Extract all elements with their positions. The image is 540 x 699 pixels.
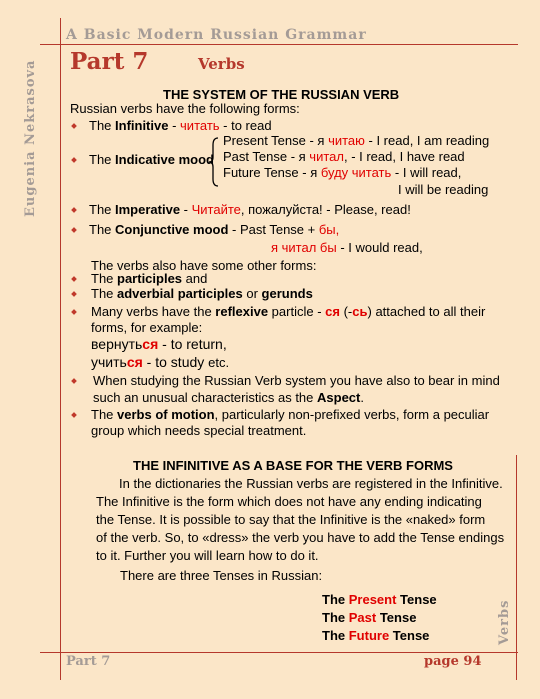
infinitive-paragraph-1: In the dictionaries the Russian verbs are registered in the Infinitive. (119, 476, 503, 491)
participles-line: The participles and (91, 271, 208, 286)
future-tense-line: Future Tense - я буду читать - I will read, (223, 165, 462, 180)
imperative-line: The Imperative - Читайте, пожалуйста! - Please, read! (89, 202, 411, 217)
bullet (71, 276, 77, 282)
infinitive-heading: THE INFINITIVE AS A BASE FOR THE VERB FORMS (133, 458, 453, 473)
footer-part: Part 7 (66, 654, 111, 669)
tense-present: The Present Tense (322, 592, 437, 607)
part-title: Part 7 (70, 48, 149, 75)
bullet (71, 227, 77, 233)
present-tense-line: Present Tense - я читаю - I read, I am reading (223, 133, 490, 148)
reflexive-line-2: forms, for example: (91, 320, 203, 335)
section-title: Verbs (198, 55, 245, 73)
bullet (71, 123, 77, 129)
aspect-line-1: When studying the Russian Verb system you have also to bear in mind (93, 373, 500, 388)
system-heading: THE SYSTEM OF THE RUSSIAN VERB (163, 87, 400, 102)
page-number: page 94 (424, 654, 482, 669)
bullet (71, 412, 77, 418)
tense-future: The Future Tense (322, 628, 430, 643)
conjunctive-line: The Conjunctive mood - Past Tense + бы, (89, 222, 340, 237)
system-intro: Russian verbs have the following forms: (70, 101, 300, 116)
section-side-label: Verbs (497, 599, 512, 645)
bullet (71, 207, 77, 213)
infinitive-paragraph-4: of the verb. So, to «dress» the verb you have to add the Tense endings (96, 530, 505, 545)
bullet (71, 291, 77, 297)
motion-line-1: The verbs of motion, particularly non-prefixed verbs, form a peculiar (91, 407, 490, 422)
other-forms-intro: The verbs also have some other forms: (91, 258, 317, 273)
past-tense-line: Past Tense - я читал, - I read, I have read (223, 149, 465, 164)
reflexive-example-2: учиться - to study etc. (91, 354, 230, 370)
tense-past: The Past Tense (322, 610, 417, 625)
bullet (71, 157, 77, 163)
brace-icon (209, 137, 219, 187)
infinitive-paragraph-6: There are three Tenses in Russian: (120, 568, 323, 583)
infinitive-paragraph-5: to it. Further you will learn how to do it. (96, 548, 319, 563)
aspect-line-2: such an unusual characteristics as the Aspect. (93, 390, 364, 405)
infinitive-paragraph-3: the Tense. It is possible to say that the Infinitive is the «naked» form (96, 512, 486, 527)
future-tense-cont: I will be reading (398, 182, 489, 197)
reflexive-line: Many verbs have the reflexive particle - ся (-сь) attached to all their (91, 304, 486, 319)
reflexive-example-1: вернуться - to return, (91, 336, 227, 352)
motion-line-2: group which needs special treatment. (91, 423, 307, 438)
bullet (71, 378, 77, 384)
bullet (71, 309, 77, 315)
right-rule (516, 455, 517, 680)
author-side-label: Eugenia Nekrasova (23, 59, 38, 217)
adverbial-line: The adverbial participles or gerunds (91, 286, 313, 301)
left-rule (60, 18, 61, 680)
bottom-rule (40, 652, 518, 653)
conjunctive-example: я читал бы - I would read, (271, 240, 423, 255)
indicative-label: The Indicative mood (89, 152, 214, 167)
book-title: A Basic Modern Russian Grammar (66, 27, 367, 43)
top-rule (40, 44, 518, 45)
infinitive-line: The Infinitive - читать - to read (89, 118, 272, 133)
infinitive-paragraph-2: The Infinitive is the form which does not have any ending indicating (96, 494, 482, 509)
